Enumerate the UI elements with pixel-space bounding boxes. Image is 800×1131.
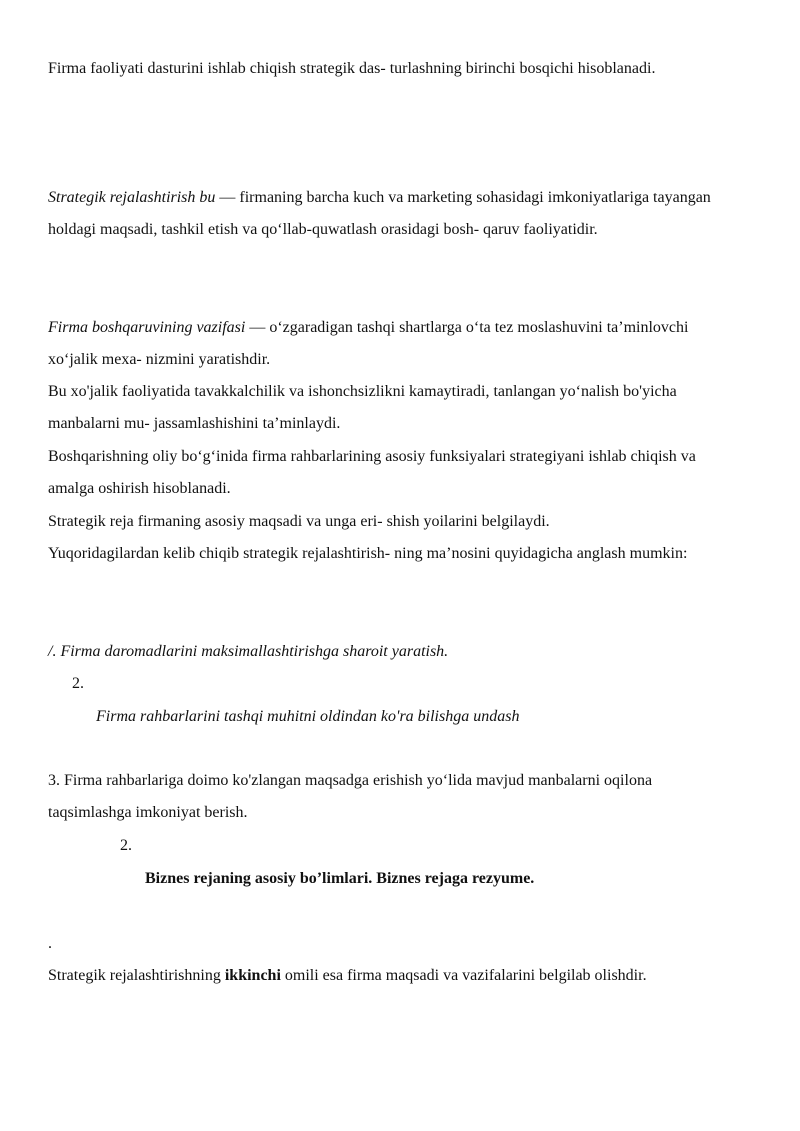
section-heading: Biznes rejaning asosiy bo’limlari. Biznes rejaga rezyume.: [145, 870, 535, 887]
emphasis-ikkinchi: ikkinchi: [224, 967, 281, 984]
definition-text: — o‘zgaradigan tashqi shartlarga o‘ta tez moslashuvini ta’minlovchi xo‘jalik mexa- nizmini yaratishdir.: [48, 319, 689, 368]
term-strategic-planning: Strategik rejalashtirish bu: [48, 189, 216, 206]
term-management-task: Firma boshqaruvining vazifasi: [48, 319, 246, 336]
paragraph-risk-reduction: Bu xo'jalik faoliyatida tavakkalchilik va ishonchsizlikni kamaytiradi, tanlangan yo‘nalish bo'yicha manbalarni mu- jassamlashishini ta’minlaydi.: [48, 383, 677, 432]
list-item-1: /. Firma daromadlarini maksimallashtirishga sharoit yaratish.: [48, 643, 449, 660]
list-item-3: 3. Firma rahbarlariga doimo ko'zlangan maqsadga erishish yo‘lida mavjud manbalarni oqilona taqsimlashga imkoniyat berish.: [48, 772, 653, 821]
stray-dot: .: [48, 935, 52, 952]
list-item-2-text: Firma rahbarlarini tashqi muhitni oldindan ko'ra bilishga undash: [96, 708, 520, 725]
paragraph-intro: Firma faoliyati dasturini ishlab chiqish strategik das- turlashning birinchi bosqichi hisoblanadi.: [48, 60, 656, 77]
list-item-2-number: 2.: [72, 675, 84, 692]
paragraph-second-factor: [48, 960, 728, 992]
definition-text: — firmaning barcha kuch va marketing sohasidagi imkoniyatlariga tayangan holdagi maqsadi, tashkil etish va qo‘llab-quwatlash orasidagi bosh- qaruv faoliyatidir.: [48, 189, 711, 238]
text-before: Strategik rejalashtirishning: [48, 967, 225, 984]
paragraph-strategic-plan: Strategik reja firmaning asosiy maqsadi va unga eri- shish yoilarini belgilaydi.: [48, 513, 550, 530]
paragraph-strategic-planning-definition: [48, 182, 728, 246]
text-after: omili esa firma maqsadi va vazifalarini belgilab olishdir.: [280, 967, 647, 984]
paragraph-top-management: Boshqarishning oliy bo‘g‘inida firma rahbarlarining asosiy funksiyalari strategiyani ishlab chiqish va amalga oshirish hisoblanadi.: [48, 448, 696, 497]
paragraph-management-task: [48, 312, 728, 376]
section-number: 2.: [120, 837, 132, 854]
paragraph-meaning-intro: Yuqoridagilardan kelib chiqib strategik rejalashtirish- ning ma’nosini quyidagicha anglash mumkin:: [48, 545, 688, 562]
